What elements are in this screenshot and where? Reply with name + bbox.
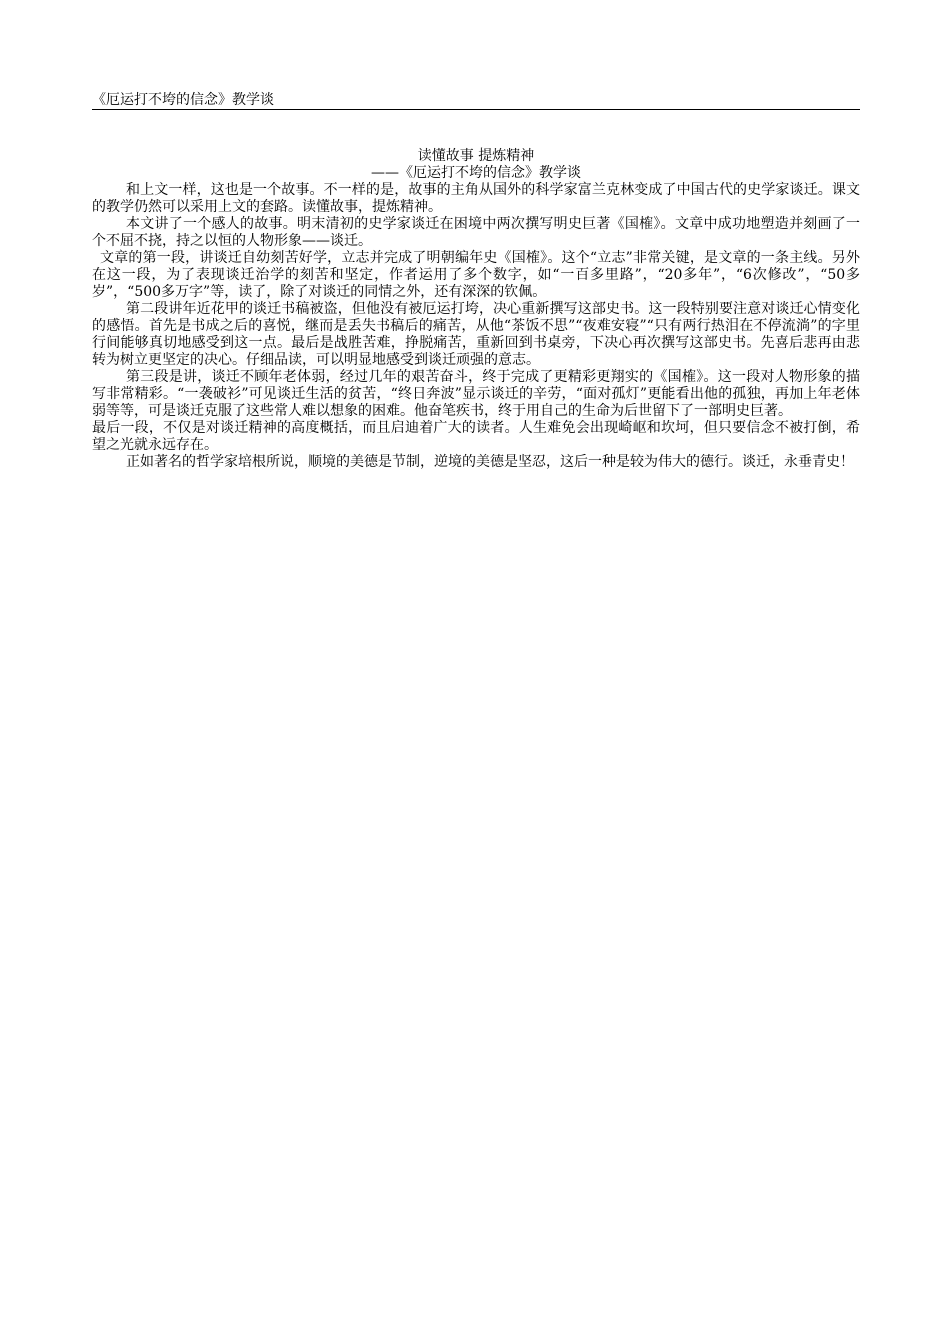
paragraph-summary: 本文讲了一个感人的故事。明末清初的史学家谈迁在困境中两次撰写明史巨著《国榷》。文章中成功地塑造并刻画了一个不屈不挠，持之以恒的人物形象——谈迁。	[92, 216, 860, 249]
article-title-block	[92, 148, 860, 182]
paragraph-second-section: 第二段讲年近花甲的谈迁书稿被盗，但他没有被厄运打垮，决心重新撰写这部史书。这一段特别要注意对谈迁心情变化的感悟。首先是书成之后的喜悦，继而是丢失书稿后的痛苦，从他“茶饭不思”“夜难安寝”“只有两行热泪在不停流淌”的字里行间能够真切地感受到这一点。最后是战胜苦难，挣脱痛苦，重新回到书桌旁，下决心再次撰写这部史书。先喜后悲再由悲转为树立更坚定的决心。仔细品读，可以明显地感受到谈迁顽强的意志。	[92, 301, 860, 368]
article-body	[92, 182, 860, 471]
paragraph-last-section: 最后一段，不仅是对谈迁精神的高度概括，而且启迪着广大的读者。人生难免会出现崎岖和坎坷，但只要信念不被打倒，希望之光就永远存在。	[92, 420, 860, 453]
article-title: 读懂故事 提炼精神	[417, 148, 535, 164]
paragraph-intro: 和上文一样，这也是一个故事。不一样的是，故事的主角从国外的科学家富兰克林变成了中国古代的史学家谈迁。课文的教学仍然可以采用上文的套路。读懂故事，提炼精神。	[92, 182, 860, 215]
article-subtitle: ——《厄运打不垮的信念》教学谈	[371, 165, 581, 181]
paragraph-third-section: 第三段是讲，谈迁不顾年老体弱，经过几年的艰苦奋斗，终于完成了更精彩更翔实的《国榷》。这一段对人物形象的描写非常精彩。“一袭破衫”可见谈迁生活的贫苦，“终日奔波”显示谈迁的辛劳，“面对孤灯”更能看出他的孤独，再加上年老体弱等等，可是谈迁克服了这些常人难以想象的困难。他奋笔疾书，终于用自己的生命为后世留下了一部明史巨著。	[92, 369, 860, 419]
paragraph-conclusion: 正如著名的哲学家培根所说，顺境的美德是节制，逆境的美德是坚忍，这后一种是较为伟大的德行。谈迁，永垂青史！	[126, 454, 854, 470]
running-header: 《厄运打不垮的信念》教学谈	[92, 92, 860, 110]
paragraph-first-section: 文章的第一段，讲谈迁自幼刻苦好学，立志并完成了明朝编年史《国榷》。这个“立志”非常关键，是文章的一条主线。另外在这一段，为了表现谈迁治学的刻苦和坚定，作者运用了多个数字，如“一百多里路”，“20多年”，“6次修改”，“50多岁”，“500多万字”等，读了，除了对谈迁的同情之外，还有深深的钦佩。	[92, 250, 860, 300]
